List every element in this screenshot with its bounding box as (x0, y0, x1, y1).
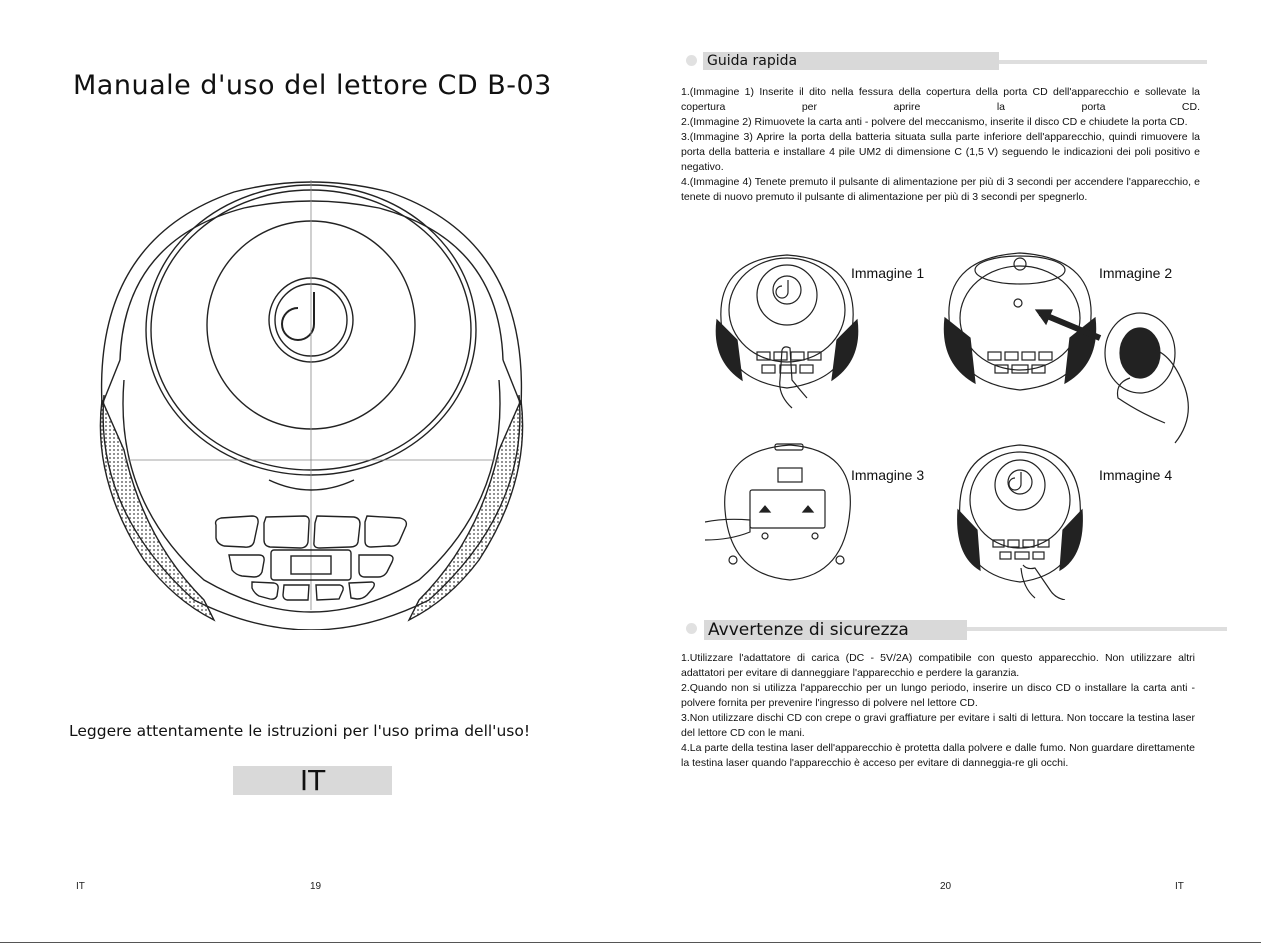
cd-player-illustration (84, 180, 539, 630)
section-divider (999, 60, 1207, 64)
safety-item: 2.Quando non si utilizza l'apparecchio per un lungo periodo, inserire un disco CD o installare la carta anti - polvere fornita per prevenire l'ingresso di polvere nel lettore CD. (681, 682, 1195, 709)
step-item: 1.(Immagine 1) Inserite il dito nella fessura della copertura della porta CD dell'apparecchio e sollevate la copertura per aprire la porta CD. (681, 86, 1200, 113)
section-bullet-icon (686, 623, 697, 634)
footer-language-left: IT (76, 881, 85, 892)
section-bullet-icon (686, 55, 697, 66)
safety-item: 4.La parte della testina laser dell'apparecchio è protetta dalla polvere e dalle fumo. Non guardare direttamente la testina laser quando l'apparecchio è acceso per evitare di danneggia-re gli occhi. (681, 742, 1195, 769)
figure-4-illustration (955, 440, 1090, 600)
figure-1-illustration (712, 250, 862, 410)
step-item: 4.(Immagine 4) Tenete premuto il pulsante di alimentazione per più di 3 secondi per accendere l'apparecchio, e tenete di nuovo premuto il pulsante di alimentazione per più di 3 secondi per spegnerlo. (681, 176, 1200, 203)
safety-list (681, 651, 1195, 771)
figure-1-caption: Immagine 1 (851, 265, 925, 281)
step-item: 3.(Immagine 3) Aprire la porta della batteria situata sulla parte inferiore dell'apparecchio, quindi rimuovere la porta della batteria e installare 4 pile UM2 di dimensione C (1,5 V) seguendo le indicazioni dei poli positivo e negativo. (681, 131, 1200, 173)
safety-item: 3.Non utilizzare dischi CD con crepe o gravi graffiature per evitare i salti di lettura. Non toccare la testina laser del lettore CD con le mani. (681, 712, 1195, 739)
footer-language-right: IT (1175, 881, 1184, 892)
read-instructions-notice: Leggere attentamente le istruzioni per l'uso prima dell'uso! (69, 722, 531, 740)
figure-3-caption: Immagine 3 (851, 467, 925, 483)
quick-guide-heading: Guida rapida (703, 52, 999, 70)
step-item: 2.(Immagine 2) Rimuovete la carta anti - polvere del meccanismo, inserite il disco CD e chiudete la porta CD. (681, 116, 1188, 128)
figure-2-caption: Immagine 2 (1099, 265, 1173, 281)
page-title: Manuale d'uso del lettore CD B-03 (73, 70, 552, 101)
figure-4-caption: Immagine 4 (1099, 467, 1173, 483)
bottom-border (0, 942, 1261, 943)
page-number-left: 19 (310, 881, 322, 892)
language-badge: IT (233, 766, 392, 795)
quick-guide-steps (681, 85, 1200, 205)
figure-3-illustration (705, 440, 855, 585)
safety-item: 1.Utilizzare l'adattatore di carica (DC - 5V/2A) compatibile con questo apparecchio. Non utilizzare altri adattatori per evitare di danneggiare l'apparecchio e perdere la garanzia. (681, 652, 1195, 679)
page-number-right: 20 (940, 881, 952, 892)
section-divider (967, 627, 1227, 631)
safety-heading: Avvertenze di sicurezza (704, 620, 967, 640)
